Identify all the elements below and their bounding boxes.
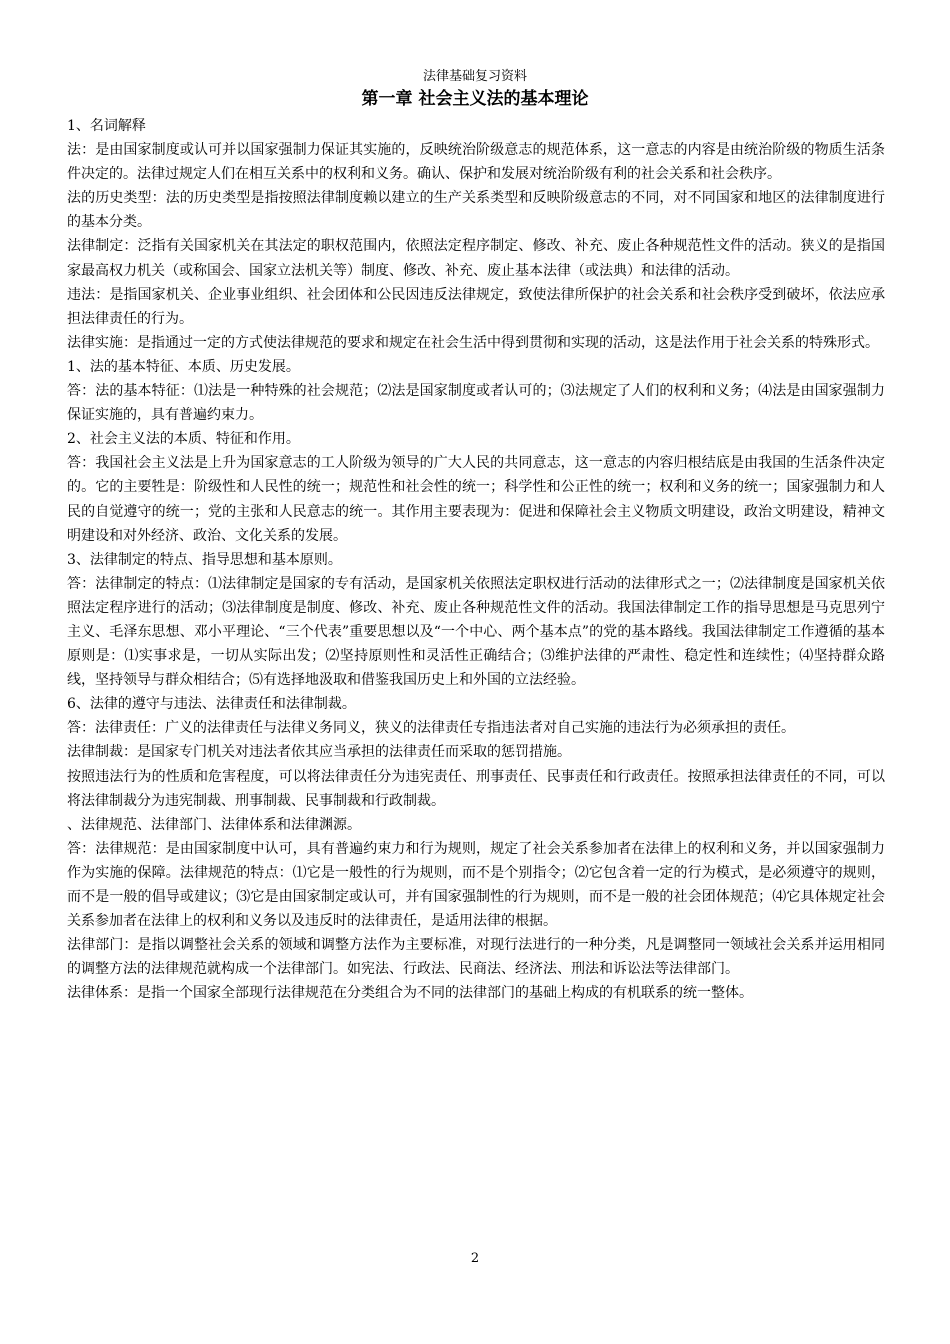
paragraph: 3、法律制定的特点、指导思想和基本原则。 xyxy=(67,551,342,568)
paragraph: 法律部门：是指以调整社会关系的领域和调整方法作为主要标准，对现行法进行的一种分类，凡是调整同一领域社会关系并运用相同的调整方法的法律规范就构成一个法律部门。如宪法、行政法、民商法、经济法、刑法和诉讼法等法律部门。 xyxy=(67,937,885,978)
paragraph: 法律实施：是指通过一定的方式使法律规范的要求和规定在社会生活中得到贯彻和实现的活动，这是法作用于社会关系的特殊形式。 xyxy=(67,334,879,351)
paragraph: 2、社会主义法的本质、特征和作用。 xyxy=(67,431,300,448)
running-header: 法律基础复习资料 xyxy=(422,69,527,84)
paragraph: 答：法律责任：广义的法律责任与法律义务同义，狭义的法律责任专指违法者对自己实施的违法行为必须承担的责任。 xyxy=(67,720,795,737)
paragraph: 1、法的基本特征、本质、历史发展。 xyxy=(67,358,300,375)
chapter-title: 第一章 社会主义法的基本理论 xyxy=(361,89,589,109)
paragraph: 答：我国社会主义法是上升为国家意志的工人阶级为领导的广大人民的共同意志，这一意志的内容归根结底是由我国的生活条件决定的。它的主要牲是：阶级性和人民性的统一；规范性和社会性的统一；科学性和公正性的统一；权利和义务的统一；国家强制力和人民的自觉遵守的统一；党的主张和人民意志的统一。其作用主要表现为：促进和保障社会主义物质文明建设，政治文明建设，精神文明建设和对外经济、政治、文化关系的发展。 xyxy=(67,455,885,544)
paragraph: 法律体系：是指一个国家全部现行法律规范在分类组合为不同的法律部门的基础上构成的有机联系的统一整体。 xyxy=(67,985,753,1002)
paragraph: 法：是由国家制度或认可并以国家强制力保证其实施的，反映统治阶级意志的规范体系，这一意志的内容是由统治阶级的物质生活条件决定的。法律过规定人们在相互关系中的权利和义务。确认、保护和发展对统治阶级有利的社会关系和社会秩序。 xyxy=(67,142,885,183)
paragraph: 答：法律规范：是由国家制度中认可，具有普遍约束力和行为规则，规定了社会关系参加者在法律上的权利和义务，并以国家强制力作为实施的保障。法律规范的特点：⑴它是一般性的行为规则，而不是个别指令；⑵它包含着一定的行为模式，是必须遵守的规则，而不是一般的倡导或建议；⑶它是由国家制定或认可，并有国家强制性的行为规则，而不是一般的社会团体规范；⑷它具体规定社会关系参加者在法律上的权利和义务以及违反时的法律责任，是适用法律的根据。 xyxy=(67,840,885,930)
paragraph: 法的历史类型：法的历史类型是指按照法律制度赖以建立的生产关系类型和反映阶级意志的不同，对不同国家和地区的法律制度进行的基本分类。 xyxy=(67,190,885,231)
paragraph: 、法律规范、法律部门、法律体系和法律渊源。 xyxy=(67,816,361,833)
paragraph: 答：法的基本特征：⑴法是一种特殊的社会规范；⑵法是国家制度或者认可的；⑶法规定了人们的权利和义务；⑷法是由国家强制力保证实施的，具有普遍约束力。 xyxy=(67,383,885,424)
paragraph: 答：法律制定的特点：⑴法律制定是国家的专有活动，是国家机关依照法定职权进行活动的法律形式之一；⑵法律制度是国家机关依照法定程序进行的活动；⑶法律制度是制度、修改、补充、废止各种规范性文件的活动。我国法律制定工作的指导思想是马克思列宁主义、毛泽东思想、邓小平理论、“三个代表”重要思想以及“一个中心、两个基本点”的党的基本路线。我国法律制定工作遵循的基本原则是：⑴实事求是，一切从实际出发；⑵坚持原则性和灵活性正确结合；⑶维护法律的严肃性、稳定性和连续性；⑷坚持群众路线，坚持领导与群众相结合；⑸有选择地汲取和借鉴我国历史上和外国的立法经验。 xyxy=(67,575,885,689)
paragraph: 6、法律的遵守与违法、法律责任和法律制裁。 xyxy=(67,696,356,713)
page-number: 2 xyxy=(470,1251,480,1266)
paragraph: 按照违法行为的性质和危害程度，可以将法律责任分为违宪责任、刑事责任、民事责任和行政责任。按照承担法律责任的不同，可以将法律制裁分为违宪制裁、刑事制裁、民事制裁和行政制裁。 xyxy=(67,768,885,809)
paragraph: 法律制定：泛指有关国家机关在其法定的职权范围内，依照法定程序制定、修改、补充、废止各种规范性文件的活动。狭义的是指国家最高权力机关（或称国会、国家立法机关等）制度、修改、补充、废止基本法律（或法典）和法律的活动。 xyxy=(67,238,885,279)
paragraph: 1、名词解释 xyxy=(67,118,146,134)
paragraph: 法律制裁：是国家专门机关对违法者依其应当承担的法律责任而采取的惩罚措施。 xyxy=(67,744,571,761)
document-body xyxy=(67,114,885,1005)
paragraph: 违法：是指国家机关、企业事业组织、社会团体和公民因违反法律规定，致使法律所保护的社会关系和社会秩序受到破坏，依法应承担法律责任的行为。 xyxy=(67,286,885,327)
